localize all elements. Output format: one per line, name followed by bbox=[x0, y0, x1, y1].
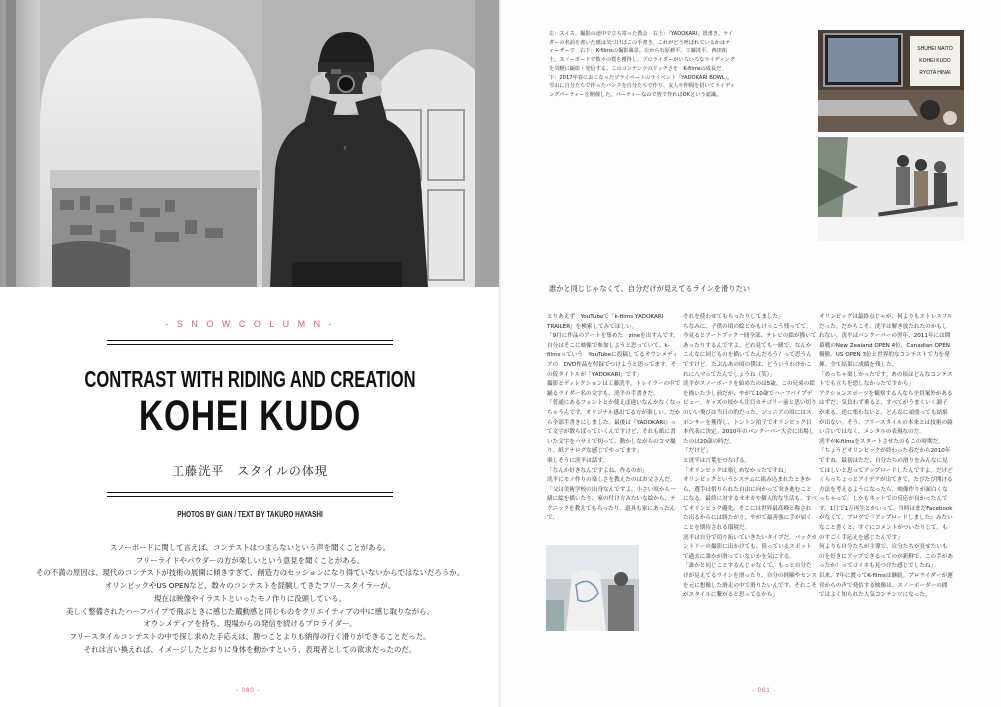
body-paragraph: アクションスポーツを観察する人なら全員案外があるはずだ。気負わず乗ると、すべてがうまくいく調子が来る。逆に集わないと、どんなに頑張っても結果が出ない。そう、フリースタイルの本来とは技術の競い合いではなく、メンタルの表現なのだ。 bbox=[819, 390, 953, 436]
sweatshirt-logo: Y bbox=[343, 146, 347, 152]
body-paragraph: 洸平がスノーボードを始めたのは5歳。この兄弟の絵を描いた少し前だが、やがて10歳でハーフパイプデビュー。キッズの頃から注目カテゴリー前と思い切りのいい飛びは当日の的だった。ジュニアの頃にはスポンサーを獲得し、トントン拍子でオリンピック日本代表に決定。2010年のバンクーバー大会に出場したのは20歳の時だ。 bbox=[683, 381, 817, 445]
intro-line: スノーボードに関して言えば、コンテストはつまらないという声を聞くことがある。 bbox=[109, 543, 391, 552]
intro-line: それは言い換えれば、イメージしたとおりに身体を動かすという、表現者としての欲求だったのだ。 bbox=[83, 644, 417, 654]
intro-line: フリースタイルコンテストの中で探し求めた手応えは、勝つことよりも納得の行く滑りができることだった。 bbox=[69, 631, 431, 641]
page-number-left: - 060 - bbox=[236, 688, 261, 694]
name-card-line: KOHEI KUDO bbox=[919, 58, 951, 64]
name-card-line: RYOTA HINAI bbox=[919, 70, 951, 76]
body-paragraph: 「誰かと同じことするんじゃなくて、もっと自分だけが見えてるラインを滑ったり、自分の経験やセンスを元に想像した滑走の中で滑りたいんです。それこそがスタイルに繋がると思ってるから」 bbox=[683, 563, 817, 599]
body-paragraph: ちなみに、子供の頃の絵とかもけっこう残ってて。今見るとアートブック一冊全部、テレビの絵が描いてあったりするんですよ。どれ見ても一緒で、なんかこんなに同じものを描いてたんだろう？って思うんですけど。たぶんあの頃の僕は、どういうわけかこれに八マってたんでしょうね（笑）」 bbox=[683, 323, 817, 378]
body-paragraph: 「ちょうどオリンピックが終わった春だから2010年ですね。最初はただ、自分たちの滑りをみんなに見てほしいと思ってアップロードしたんですよ。だけどくらっちょっとアイデアが出てきて、たびたび開ける方法を考えるようになったら、映像作りが面白くなっちゃって。しかもネットでの反応が良かったんです。1日で1万再生とかいって。当時はまだFacebookがなくて、ブログで『アップロードしました』みたいなこと書くと、すぐにコメントがついたりして。ものすごく手応えを感じたんです」 bbox=[819, 448, 953, 541]
intro-line: 美しく整備されたハーフパイプで飛ぶときに感じた躍動感と同じものをクリエイティブの中に感じ取りながら、 bbox=[66, 606, 434, 616]
section-subheading: 誰かと同じじゃなくて、自分だけが見えてるラインを滑りたい bbox=[549, 284, 750, 293]
laptop-desk-photo bbox=[818, 30, 964, 132]
photo-captions: 左：スイス。撮影の途中で立ち寄った教会 右上：「YADOKARI」置書き。ライダーの名前を書いた紙は気づけばこの手書き。これがどう呼ばれているかはティーザーで 右下：K-filmsの撮影風景。左から石原耕平、工藤洸平、西田拓士。スノーボードで数々の賞を獲得し、プロライダーがいろいろなライディングを気軽に撮影・発信する。このコンテンツのリッチさを K-filmsの成長だ 下：2017年春におこなったプライベートのライベント「YADOKARI BOWL」。雪山に自分たちで作ったバンクを自分たちで作り、友人や仲間を招いてライディングパーティーを開催した。パーティーなので皆で作ればOKという認識。 bbox=[549, 31, 735, 98]
name-card-line: SHUHEI NAITO bbox=[917, 46, 953, 52]
body-paragraph: 洸平にモノ作りの楽しさを教えたのはお父さんだ。 bbox=[547, 477, 676, 484]
hero-photo bbox=[0, 0, 500, 287]
body-column-3 bbox=[819, 313, 953, 601]
photographer-photo bbox=[0, 0, 500, 287]
intro-paragraph bbox=[20, 542, 480, 656]
intro-line: フリーライドやパウダーの方が楽しいという意見を聞くことがある。 bbox=[135, 555, 365, 565]
body-paragraph: 撮影とディレクションは工藤洸平。トレイラーの中で踊るライダー名の文字も、洸平の手書きだ。 bbox=[547, 381, 681, 397]
body-paragraph: 「だけど」 bbox=[683, 448, 711, 455]
left-page bbox=[0, 0, 500, 707]
title-name: KOHEI KUDO bbox=[138, 392, 362, 440]
body-paragraph: 「父は美術学校の出身なんですよ。小さい頃から一緒に絵を描いたり、家の付け方みたいな絵から、テクニックを教えてもらったり。道具も家にあったんで、 bbox=[547, 486, 676, 522]
body-paragraph: オリンピックは最終点じゃが、何よりもストレスフルだった。だからこそ、洸平は解き放たれたのかもしれない。洸平はバンクーバーの翌年、2011年には開幕戦のNew Zealand OPEN 4位、Canadian OPEN優勝、US OPEN 3位と世界的なコンテストで力を発揮。全て結果に成績を残した。 bbox=[819, 314, 953, 368]
intro-line: その不満の原因は、現代のコンテストが技術の展開に傾きすぎて、創造力のセッションになり得ていないからではないだろうか。 bbox=[36, 568, 464, 578]
intro-line: 現在は映像やイラストといったモノ作りに没頭している。 bbox=[154, 593, 346, 603]
body-paragraph: 洸平は自分で切り拓いていきたいタイプだ。バックカントリーの撮影に出かけても、狙っているスポットで過去に誰かが滑っていないかを気にする。 bbox=[683, 534, 817, 560]
body-paragraph: 何よりも自分たちが主導で、自分たちが見せたいものを好きにアップできるってのが新鮮で、この手があったか！ってゴイネも見つけた感じでしたね」 bbox=[819, 544, 953, 570]
riders-inspection-photo bbox=[546, 545, 639, 631]
title-japanese: 工藤洸平 スタイルの体現 bbox=[172, 464, 328, 478]
body-paragraph: 「普通にあるフォントとか使えば違いなんかなくなっちゃうんです。オリジナル感出てる方が楽しい。だから全部手書きにしました。最後は『YADOKARI』って文字が散らばっていくんですけど、それも紙に書いた文字をハサミで切って、動かしながらのコマ撮り。紙アナログな感じでやってます」 bbox=[547, 400, 681, 455]
title-rule-bottom bbox=[107, 492, 393, 497]
page-number-right: - 061 - bbox=[752, 688, 777, 694]
section-label: - S N O W C O L U M N - bbox=[165, 319, 335, 329]
body-paragraph: 「オリンピックは楽しめなかったですね」 bbox=[683, 467, 790, 474]
body-paragraph: とりあえず YouTubeで「k-films YADOKARI TRAILER」を検索してみてほしい。 bbox=[547, 314, 664, 330]
title-english: CONTRAST WITH RIDING AND CREATION bbox=[84, 366, 416, 392]
body-paragraph: 「なんか好きなんですよね、作るのが」 bbox=[547, 467, 648, 474]
body-paragraph: 「めっちゃ楽しかったです。あの頃はどんなコンテストでも立ちを恐しなかったですから」 bbox=[819, 371, 953, 388]
title-rule-top bbox=[107, 340, 393, 345]
body-paragraph: 洸平がK-filmsをスタートさせたのもこの時期だ。 bbox=[819, 438, 944, 445]
body-paragraph: それを使わせてもらったりしてました」 bbox=[683, 314, 784, 320]
snow-riders-photo bbox=[818, 137, 964, 241]
body-paragraph: と洸平は言葉をつなげる。 bbox=[683, 457, 751, 464]
body-paragraph: 楽しそうに洸平は話す。 bbox=[547, 457, 609, 464]
body-paragraph: 「9月に作品のアートを集めた zineを出すんです。自分はそこに映像で参加しようと思っていて。k-filmsっていう YouTubeに投稿してるオウンメディアの DVD作品を付録でつけようと思ってます。その仮タイトルが「YADOKARI」です」 bbox=[547, 333, 679, 378]
photo-text-credit: PHOTOS BY GIAN / TEXT BY TAKURO HAYASHI bbox=[177, 510, 323, 519]
body-paragraph: 以来、7年に渡ってK-filmsは継続。プロライダーが運営からの声で発信する映像は、スノーボーダーの間ではよく知られた人気コンテンツになった。 bbox=[819, 573, 953, 599]
intro-line: オリンピックやUS OPENなど、数々のコンテストを経験してきたフリースタイラーが、 bbox=[104, 581, 396, 591]
intro-line: オウンメディアを持ち、現場からの発信を続けるプロライダー。 bbox=[143, 619, 357, 629]
body-column-1 bbox=[547, 313, 681, 524]
body-paragraph: オリンピックというシステムに組み込まれたときから、選手は借りられた自由に向かって突き進むことになる。最終に対するオオカや個人的な生活も、すべてオリンピック優先。そこには世界最高峰と称された出るからには勝たがり、やがて最善強に手が届くことを期待される環境だ。 bbox=[683, 477, 817, 532]
body-column-2 bbox=[683, 313, 817, 601]
right-page bbox=[501, 0, 1001, 707]
